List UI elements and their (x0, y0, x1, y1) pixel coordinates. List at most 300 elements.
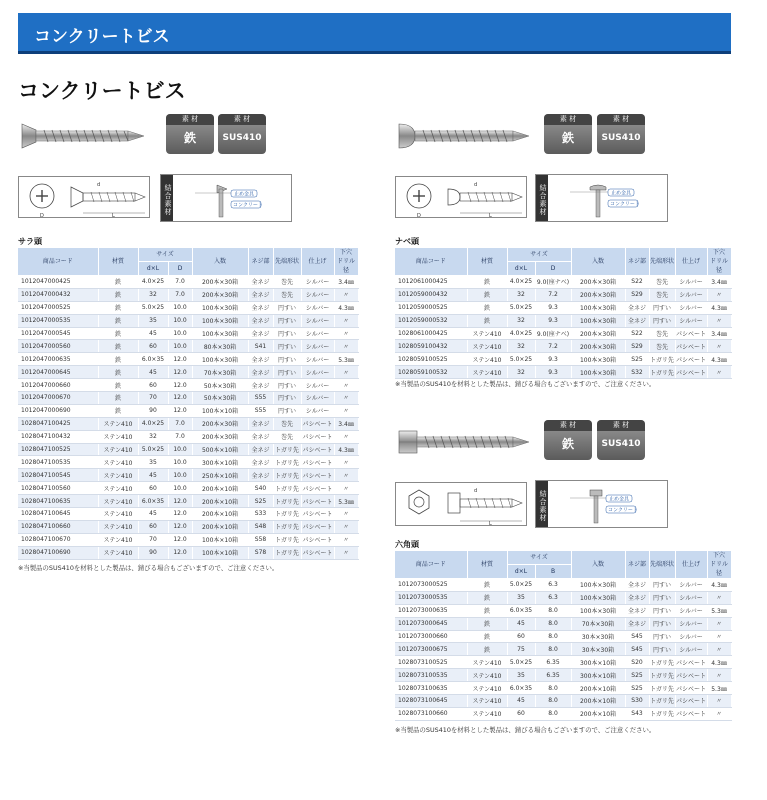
table-cell: 巻先 (649, 340, 675, 353)
table-cell: ステン410 (98, 469, 138, 482)
table-cell: シルバー (301, 353, 334, 366)
table-cell: シルバー (301, 404, 334, 417)
table-cell: シルバー (675, 314, 707, 327)
table-cell: 鉄 (467, 617, 507, 630)
table-cell: 1028047100545 (18, 469, 98, 482)
table-cell: 8.0 (535, 682, 571, 695)
section-label-pan-head: ナベ頭 (395, 237, 419, 246)
table-cell: シルバー (301, 340, 334, 353)
header-quantity: 入数 (192, 248, 248, 276)
table-cell: 32 (507, 288, 535, 301)
table-row (18, 417, 358, 430)
table-cell: 6.0×35 (507, 682, 535, 695)
table-row (395, 340, 731, 353)
spec-table-hex-head (395, 551, 732, 721)
table-cell: 全ネジ (625, 617, 649, 630)
table-cell: 円すい (649, 617, 675, 630)
table-cell: 1012073000675 (395, 643, 467, 656)
table-cell: 円すい (649, 314, 675, 327)
table-cell: 50本×30箱 (192, 379, 248, 392)
table-cell: パシベート (301, 508, 334, 521)
table-cell: 3.4㎜ (707, 276, 731, 289)
table-cell: 32 (138, 288, 168, 301)
header-quantity: 入数 (571, 551, 625, 579)
table-cell: 9.3 (535, 353, 571, 366)
table-cell: 45 (507, 695, 535, 708)
table-cell: 1012059000532 (395, 314, 467, 327)
table-cell: 100本×30箱 (192, 314, 248, 327)
header-code: 商品コード (395, 248, 467, 276)
table-cell: 〃 (334, 482, 358, 495)
table-cell: 10.0 (168, 482, 192, 495)
table-cell: 鉄 (98, 340, 138, 353)
table-cell: 円すい (273, 392, 301, 405)
table-cell: 全ネジ (248, 327, 273, 340)
table-row (395, 707, 731, 720)
table-cell: S40 (248, 482, 273, 495)
table-cell: 500本×10箱 (192, 443, 248, 456)
table-cell: 1012047000645 (18, 366, 98, 379)
table-cell: トガリ先 (273, 456, 301, 469)
table-cell: トガリ先 (273, 546, 301, 559)
table-cell: 1012047000535 (18, 314, 98, 327)
table-cell: 〃 (334, 456, 358, 469)
table-cell: 4.0×25 (507, 276, 535, 289)
section-label-flat-head: サラ頭 (18, 237, 42, 246)
table-cell: 1028073100645 (395, 695, 467, 708)
table-cell: S25 (625, 353, 649, 366)
table-cell: シルバー (675, 288, 707, 301)
header-size: サイズ (507, 248, 571, 262)
table-cell: 70本×30箱 (192, 366, 248, 379)
table-cell: トガリ先 (649, 366, 675, 379)
table-cell: 70 (138, 533, 168, 546)
table-cell: S25 (625, 669, 649, 682)
table-cell: 〃 (707, 669, 731, 682)
header-material: 材質 (467, 248, 507, 276)
table-row (18, 314, 358, 327)
table-cell: 1028047100635 (18, 495, 98, 508)
table-cell: 4.3㎜ (707, 579, 731, 592)
table-cell: 巻先 (273, 430, 301, 443)
table-cell: 60 (138, 482, 168, 495)
table-cell: 鉄 (98, 392, 138, 405)
table-cell: S29 (625, 340, 649, 353)
header-tip-shape: 先端形状 (649, 551, 675, 579)
table-cell: ステン410 (98, 495, 138, 508)
header-quantity: 入数 (571, 248, 625, 276)
table-cell: 1028047100660 (18, 520, 98, 533)
table-cell: 100本×30箱 (571, 353, 625, 366)
table-cell: 6.0×35 (138, 353, 168, 366)
table-cell: 円すい (649, 630, 675, 643)
table-cell: S55 (248, 404, 273, 417)
table-row (395, 682, 731, 695)
table-cell: 5.0×25 (507, 656, 535, 669)
dim-label-L: L (489, 521, 492, 527)
table-cell: 6.35 (535, 669, 571, 682)
table-cell: ステン410 (98, 443, 138, 456)
table-cell: パシベート (675, 340, 707, 353)
table-cell: 円すい (649, 643, 675, 656)
table-cell: S43 (625, 707, 649, 720)
table-cell: 200本×30箱 (192, 288, 248, 301)
table-cell: パシベート (675, 669, 707, 682)
table-cell: ステン410 (98, 417, 138, 430)
table-cell: ステン410 (467, 695, 507, 708)
table-cell: 200本×30箱 (571, 288, 625, 301)
table-cell: 12.0 (168, 533, 192, 546)
table-cell: 巻先 (273, 288, 301, 301)
table-cell: パシベート (301, 469, 334, 482)
table-cell: 〃 (334, 508, 358, 521)
table-cell: トガリ先 (649, 353, 675, 366)
dim-label-L: L (112, 213, 115, 219)
table-cell: 7.0 (168, 288, 192, 301)
table-cell: 鉄 (98, 404, 138, 417)
table-cell: 8.0 (535, 643, 571, 656)
table-cell: 90 (138, 404, 168, 417)
header-drill (334, 248, 358, 276)
header-tip-shape: 先端形状 (273, 248, 301, 276)
table-cell: 10.0 (168, 443, 192, 456)
table-cell: 5.3㎜ (334, 495, 358, 508)
table-cell: 1012047000670 (18, 392, 98, 405)
table-cell: 1028047100425 (18, 417, 98, 430)
table-cell: 〃 (334, 327, 358, 340)
table-cell: 〃 (707, 643, 731, 656)
header-code: 商品コード (18, 248, 98, 276)
table-cell: 〃 (334, 546, 358, 559)
table-cell: 全ネジ (625, 591, 649, 604)
table-cell: 1028047100535 (18, 456, 98, 469)
table-cell: 〃 (707, 288, 731, 301)
table-cell: 200本×30箱 (192, 417, 248, 430)
table-cell: 円すい (273, 353, 301, 366)
table-cell: 鉄 (98, 288, 138, 301)
table-cell: 1012073000525 (395, 579, 467, 592)
table-cell: 32 (507, 340, 535, 353)
table-cell: 6.3 (535, 579, 571, 592)
table-cell: 12.0 (168, 546, 192, 559)
table-row (18, 508, 358, 521)
table-cell: 4.0×25 (507, 327, 535, 340)
table-cell: 4.3㎜ (707, 656, 731, 669)
table-cell: パシベート (675, 707, 707, 720)
table-cell: 鉄 (98, 353, 138, 366)
table-cell: 100本×30箱 (571, 314, 625, 327)
table-cell: ステン410 (467, 656, 507, 669)
table-cell: 6.3 (535, 591, 571, 604)
header-size-head-dia: B (535, 565, 571, 579)
table-cell: 鉄 (98, 379, 138, 392)
dim-label-d: d (474, 182, 478, 188)
table-row (395, 366, 731, 379)
table-cell: 45 (138, 508, 168, 521)
table-cell: 〃 (334, 288, 358, 301)
table-cell: 1028047100525 (18, 443, 98, 456)
table-cell: パシベート (675, 682, 707, 695)
table-cell: 1012047000635 (18, 353, 98, 366)
table-cell: トガリ先 (649, 656, 675, 669)
table-cell: 10.0 (168, 314, 192, 327)
table-cell: 100本×30箱 (571, 591, 625, 604)
table-cell: 円すい (273, 301, 301, 314)
table-cell: 〃 (707, 591, 731, 604)
table-row (18, 546, 358, 559)
header-size-head-dia: D (535, 262, 571, 276)
table-cell: 9.0(座ナベ) (535, 327, 571, 340)
table-cell: 鉄 (467, 276, 507, 289)
table-cell: シルバー (675, 604, 707, 617)
table-cell: 円すい (649, 604, 675, 617)
spec-table-flat-head (18, 248, 359, 560)
table-cell: 鉄 (467, 643, 507, 656)
assembly-tag-concrete: コンクリート (233, 202, 263, 209)
hex-head-screw-photo (395, 424, 535, 460)
table-cell: トガリ先 (273, 520, 301, 533)
note-sus410-rust: ※当製品のSUS410を材料とした製品は、錆びる場合もございますので、ご注意ください。 (395, 726, 656, 734)
table-cell: 5.3㎜ (707, 682, 731, 695)
header-drill-line1: 下穴 (339, 249, 352, 256)
table-cell: 全ネジ (248, 417, 273, 430)
table-cell: ステン410 (467, 707, 507, 720)
note-sus410-rust: ※当製品のSUS410を材料とした製品は、錆びる場合もございますので、ご注意ください。 (18, 564, 279, 572)
table-row (18, 443, 358, 456)
note-sus410-rust: ※当製品のSUS410を材料とした製品は、錆びる場合もございますので、ご注意ください。 (395, 380, 656, 388)
table-cell: 1028047100432 (18, 430, 98, 443)
table-cell: 全ネジ (248, 469, 273, 482)
table-row (395, 314, 731, 327)
table-cell: 200本×30箱 (571, 276, 625, 289)
dim-label-D: D (417, 213, 421, 219)
table-cell: 200本×10箱 (192, 508, 248, 521)
table-cell: シルバー (675, 579, 707, 592)
table-cell: パシベート (301, 417, 334, 430)
table-cell: パシベート (301, 495, 334, 508)
header-thread: ネジ部 (625, 248, 649, 276)
table-cell: 円すい (649, 591, 675, 604)
table-cell: 1028047100560 (18, 482, 98, 495)
table-row (18, 327, 358, 340)
table-cell: 8.0 (535, 707, 571, 720)
table-cell: S55 (248, 392, 273, 405)
table-row (395, 288, 731, 301)
table-cell: 1012047000425 (18, 276, 98, 289)
table-cell: 〃 (334, 392, 358, 405)
table-cell: 70 (138, 392, 168, 405)
table-cell: 100本×30箱 (571, 604, 625, 617)
table-cell: 円すい (273, 366, 301, 379)
table-cell: 10.0 (168, 469, 192, 482)
table-cell: 60 (507, 707, 535, 720)
pan-head-diagram (395, 176, 527, 218)
table-cell: 9.3 (535, 314, 571, 327)
table-cell: トガリ先 (273, 443, 301, 456)
table-cell: 1028059100525 (395, 353, 467, 366)
table-cell: 5.0×25 (138, 443, 168, 456)
table-cell: 60 (138, 340, 168, 353)
table-cell: シルバー (675, 617, 707, 630)
table-cell: 〃 (334, 366, 358, 379)
header-material: 材質 (467, 551, 507, 579)
table-cell: 〃 (334, 430, 358, 443)
table-cell: パシベート (301, 482, 334, 495)
table-cell: 円すい (649, 579, 675, 592)
table-cell: 全ネジ (625, 579, 649, 592)
table-cell: 100本×30箱 (571, 366, 625, 379)
table-cell: S25 (625, 682, 649, 695)
table-cell: 200本×10箱 (571, 695, 625, 708)
table-row (18, 482, 358, 495)
table-cell: 鉄 (467, 301, 507, 314)
table-row (395, 643, 731, 656)
header-size-dl: d×L (507, 262, 535, 276)
table-cell: 45 (138, 366, 168, 379)
table-row (18, 301, 358, 314)
table-cell: 1012061000425 (395, 276, 467, 289)
table-cell: シルバー (301, 327, 334, 340)
table-cell: 200本×10箱 (192, 482, 248, 495)
table-cell: 10.0 (168, 456, 192, 469)
table-cell: ステン410 (467, 669, 507, 682)
table-cell: 全ネジ (625, 301, 649, 314)
header-size-dl: d×L (138, 262, 168, 276)
table-cell: 4.3㎜ (707, 301, 731, 314)
table-cell: 9.0(座ナベ) (535, 276, 571, 289)
assembly-tag-fitting: 止め金具 (609, 496, 630, 503)
table-cell: 45 (138, 327, 168, 340)
table-cell: 全ネジ (248, 276, 273, 289)
table-cell: 全ネジ (248, 366, 273, 379)
table-cell: トガリ先 (273, 533, 301, 546)
table-cell: 全ネジ (248, 430, 273, 443)
spec-table-pan-head (395, 248, 732, 379)
table-cell: 〃 (707, 707, 731, 720)
table-row (18, 469, 358, 482)
table-cell: 300本×10箱 (192, 456, 248, 469)
table-row (18, 340, 358, 353)
table-cell: 1012047000525 (18, 301, 98, 314)
table-cell: 60 (507, 630, 535, 643)
table-row (18, 404, 358, 417)
table-cell: 〃 (334, 379, 358, 392)
assembly-tag-fitting: 止め金具 (611, 190, 632, 197)
dim-label-D: D (40, 213, 44, 219)
table-cell: 90 (138, 546, 168, 559)
header-drill-line1: 下穴 (712, 249, 725, 256)
header-finish: 仕上げ (675, 248, 707, 276)
table-cell: 全ネジ (625, 604, 649, 617)
table-cell: 4.0×25 (138, 276, 168, 289)
table-cell: 円すい (273, 379, 301, 392)
table-cell: 鉄 (98, 301, 138, 314)
table-cell: 4.3㎜ (334, 443, 358, 456)
table-cell: 〃 (334, 520, 358, 533)
table-cell: 250本×10箱 (192, 469, 248, 482)
table-cell: S22 (625, 276, 649, 289)
table-cell: 200本×10箱 (571, 682, 625, 695)
table-cell: ステン410 (467, 366, 507, 379)
table-cell: S32 (625, 366, 649, 379)
table-cell: 全ネジ (248, 456, 273, 469)
table-cell: 7.0 (168, 417, 192, 430)
table-cell: 10.0 (168, 327, 192, 340)
table-cell: トガリ先 (273, 469, 301, 482)
table-cell: 鉄 (467, 288, 507, 301)
table-cell: 1012047000660 (18, 379, 98, 392)
header-drill-line2: ドリル径 (709, 561, 728, 577)
table-cell: 200本×10箱 (192, 520, 248, 533)
table-cell: 12.0 (168, 508, 192, 521)
table-cell: 32 (138, 430, 168, 443)
table-cell: 8.0 (535, 604, 571, 617)
table-cell: 円すい (649, 301, 675, 314)
material-badge-sus410: 素 材 SUS410 (597, 114, 645, 154)
table-cell: 〃 (707, 630, 731, 643)
table-cell: 45 (507, 617, 535, 630)
table-cell: 6.0×35 (138, 495, 168, 508)
table-cell: 1012047000690 (18, 404, 98, 417)
table-cell: 4.0×25 (138, 417, 168, 430)
header-drill-line1: 下穴 (712, 552, 725, 559)
table-cell: 全ネジ (248, 443, 273, 456)
header-drill (707, 551, 731, 579)
header-material: 材質 (98, 248, 138, 276)
table-cell: パシベート (675, 695, 707, 708)
table-cell: 鉄 (467, 314, 507, 327)
header-code: 商品コード (395, 551, 467, 579)
table-cell: 鉄 (98, 327, 138, 340)
table-cell: 12.0 (168, 520, 192, 533)
table-cell: 7.0 (168, 430, 192, 443)
table-cell: S41 (248, 340, 273, 353)
table-cell: 1012073000635 (395, 604, 467, 617)
header-finish: 仕上げ (675, 551, 707, 579)
table-cell: 円すい (273, 327, 301, 340)
table-cell: 〃 (334, 404, 358, 417)
table-cell: 35 (507, 669, 535, 682)
table-cell: 32 (507, 314, 535, 327)
header-tip-shape: 先端形状 (649, 248, 675, 276)
table-cell: 5.0×25 (507, 353, 535, 366)
table-cell: 35 (138, 314, 168, 327)
table-cell: 35 (138, 456, 168, 469)
table-cell: 巻先 (649, 276, 675, 289)
dim-label-L: L (489, 213, 492, 219)
table-cell: ステン410 (98, 520, 138, 533)
header-drill-line2: ドリル径 (336, 258, 355, 274)
assembly-tag-concrete: コンクリート (610, 201, 640, 208)
table-cell: 60 (138, 520, 168, 533)
table-cell: 鉄 (467, 604, 507, 617)
material-badge-sus410: 素 材 SUS410 (597, 420, 645, 460)
flat-head-screw-photo (18, 118, 148, 154)
table-cell: パシベート (675, 656, 707, 669)
table-cell: 6.35 (535, 656, 571, 669)
section-label-hex-head: 六角頭 (395, 540, 419, 549)
table-cell: S30 (625, 695, 649, 708)
table-cell: 全ネジ (248, 301, 273, 314)
table-cell: ステン410 (467, 327, 507, 340)
table-cell: トガリ先 (273, 482, 301, 495)
table-cell: S78 (248, 546, 273, 559)
table-cell: 1012047000545 (18, 327, 98, 340)
table-cell: 〃 (334, 469, 358, 482)
table-cell: 鉄 (98, 314, 138, 327)
table-cell: 8.0 (535, 695, 571, 708)
table-row (18, 288, 358, 301)
